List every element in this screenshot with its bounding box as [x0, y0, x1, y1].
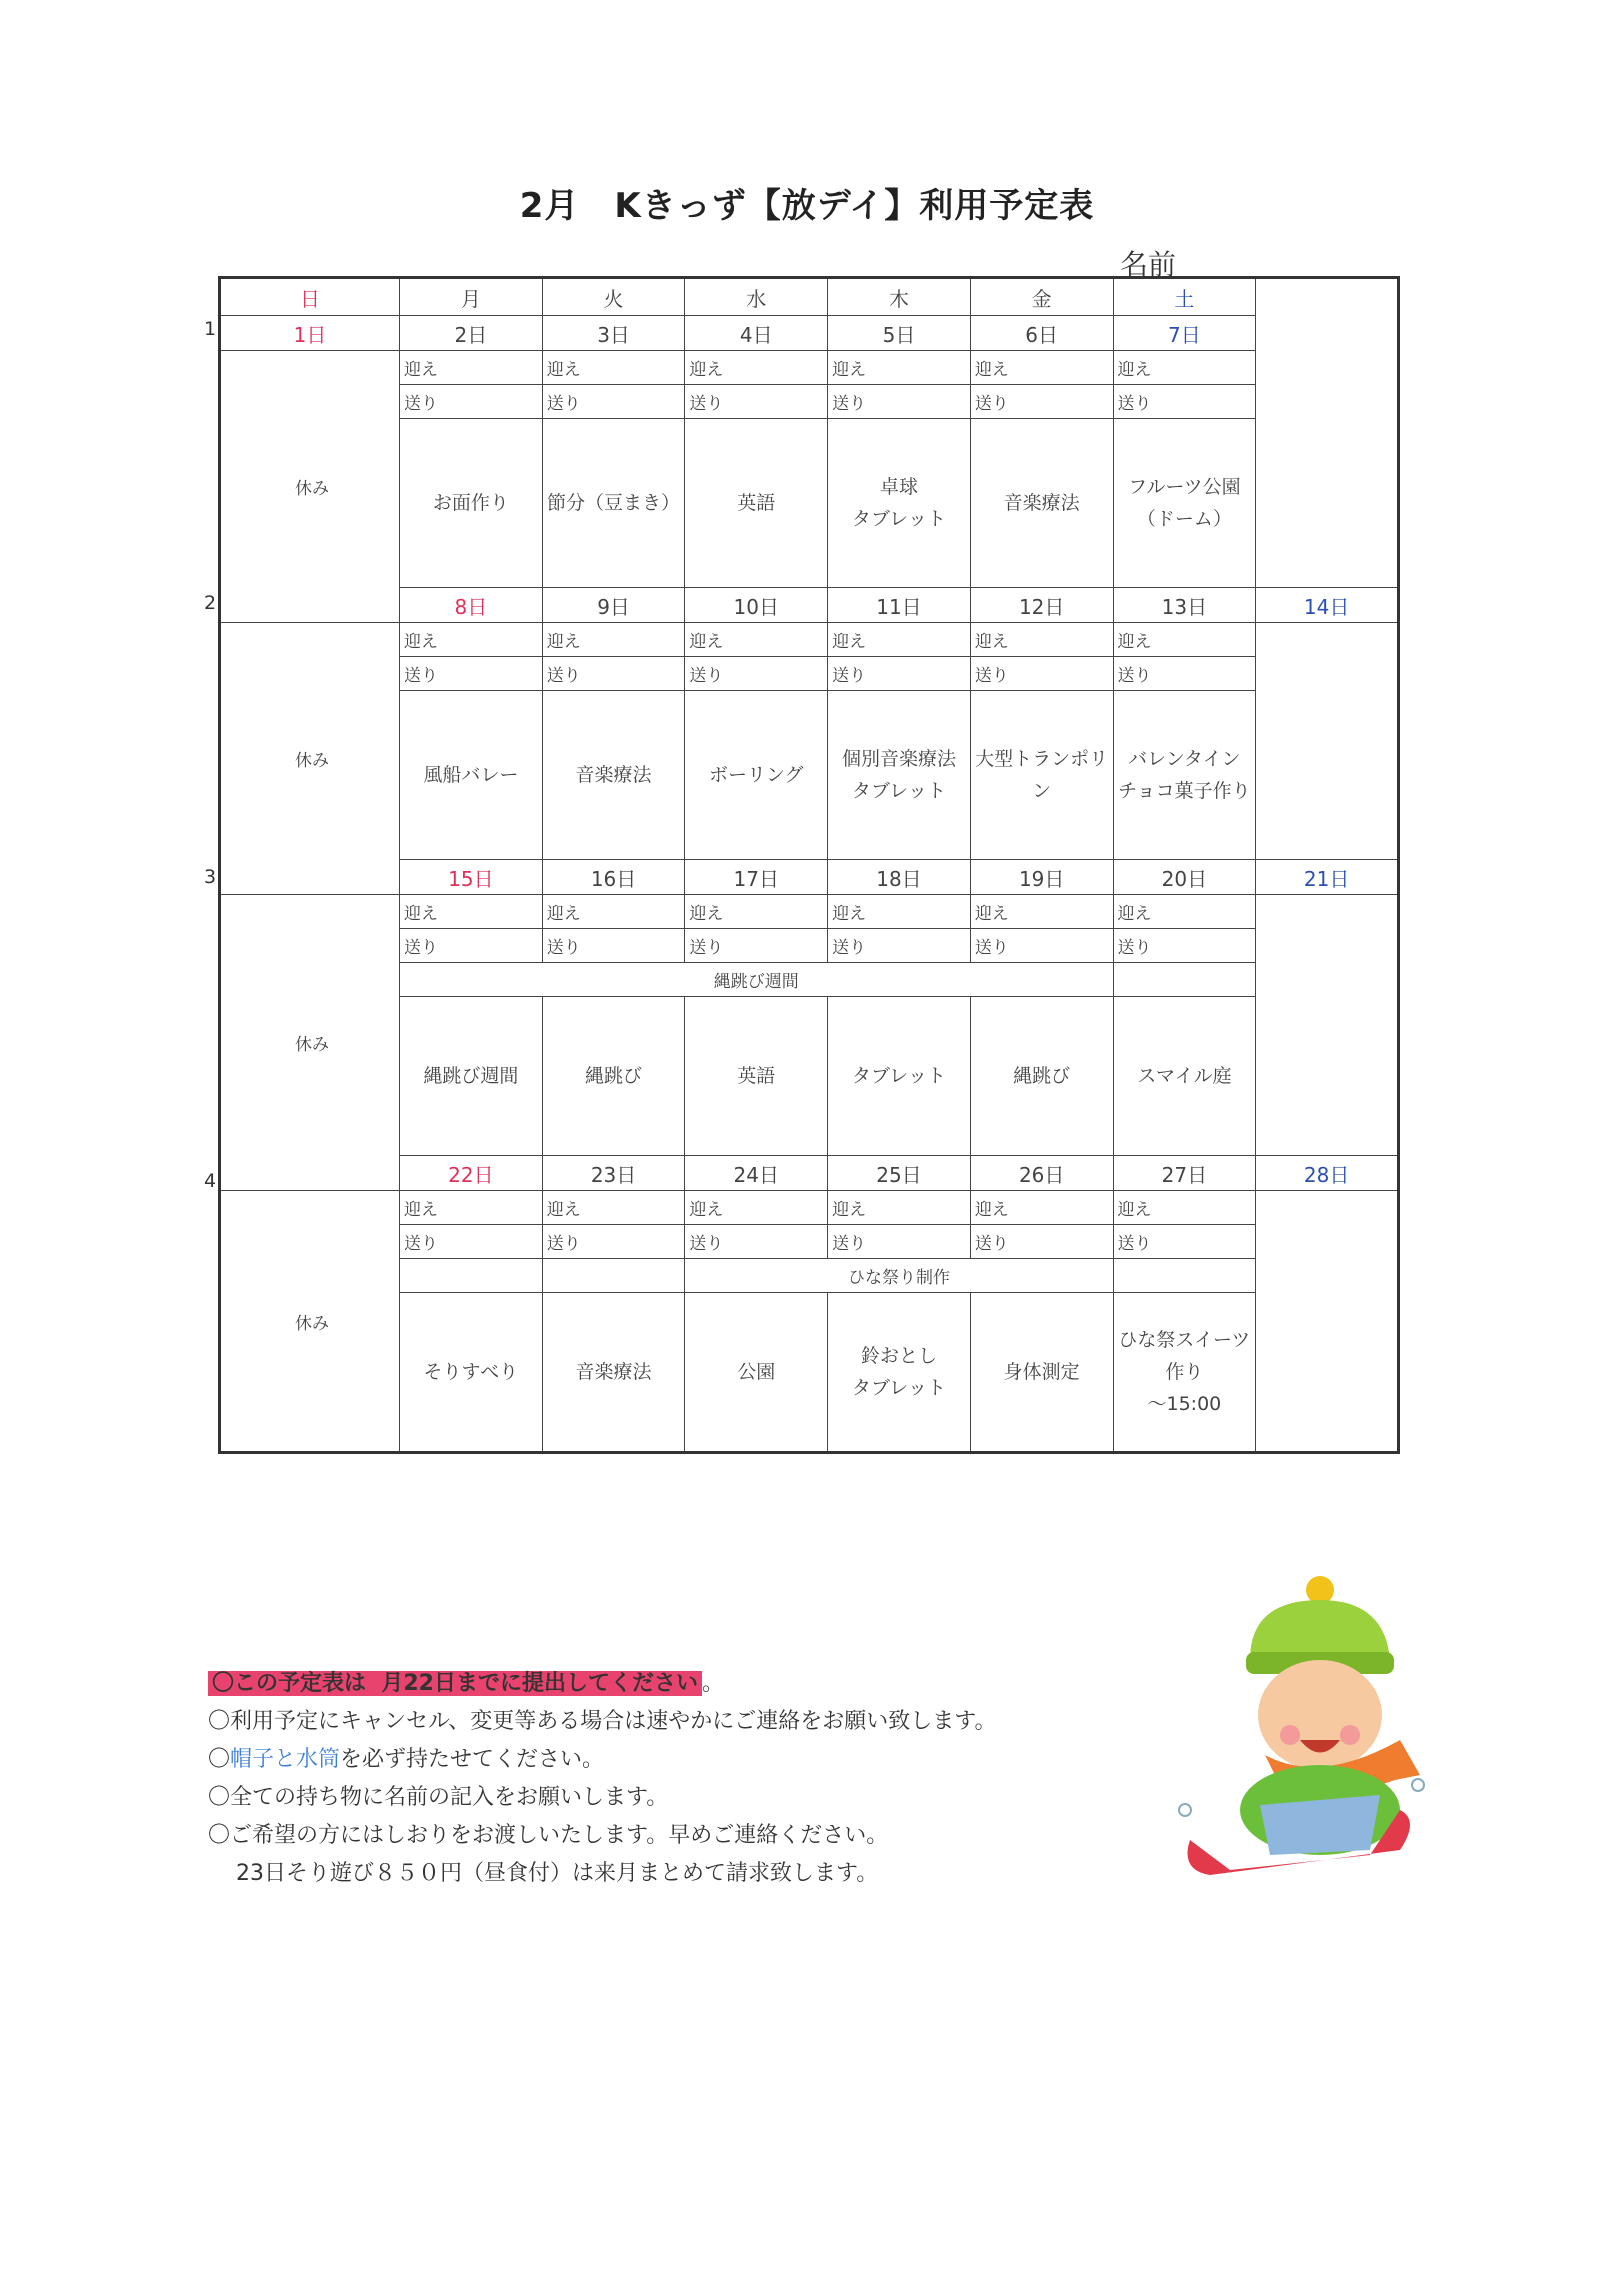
pickup-cell[interactable]: 迎え [828, 351, 971, 385]
activity-text: バレンタイン [1128, 748, 1241, 770]
date-cell: 7日 [1113, 316, 1256, 351]
dropoff-cell[interactable]: 送り [970, 1225, 1113, 1259]
date-cell: 15日 [400, 860, 543, 895]
date-cell: 9日 [542, 588, 685, 623]
dropoff-cell[interactable]: 送り [542, 385, 685, 419]
pickup-cell[interactable]: 迎え [970, 623, 1113, 657]
activity-text: 鈴おとし [860, 1345, 937, 1367]
pickup-cell[interactable]: 迎え [828, 623, 971, 657]
weekday-header: 木 [828, 278, 971, 316]
weekday-header: 水 [685, 278, 828, 316]
date-cell: 18日 [828, 860, 971, 895]
pickup-cell[interactable]: 迎え [970, 1191, 1113, 1225]
dropoff-cell[interactable]: 送り [828, 657, 971, 691]
schedule-table [218, 276, 1400, 1454]
activity-text: お面作り [432, 492, 509, 514]
pickup-cell[interactable]: 迎え [685, 1191, 828, 1225]
dropoff-cell[interactable]: 送り [400, 385, 543, 419]
date-cell: 23日 [542, 1156, 685, 1191]
activity-text: ～15:00 [1147, 1393, 1222, 1415]
activity-text: ボーリング [708, 764, 804, 786]
page-title: 2月 Kきっず【放デイ】利用予定表 [519, 186, 1095, 226]
activity-cell [828, 419, 971, 588]
activity-text: 卓球 [879, 476, 918, 498]
date-cell: 4日 [685, 316, 828, 351]
activity-text: 風船バレー [423, 764, 519, 786]
date-cell: 12日 [970, 588, 1113, 623]
date-cell: 16日 [542, 860, 685, 895]
pickup-cell[interactable]: 迎え [542, 895, 685, 929]
weekday-header: 日 [220, 278, 400, 316]
week-number: 1 [204, 318, 217, 340]
empty-cell [1113, 1259, 1256, 1293]
dropoff-cell[interactable]: 送り [970, 929, 1113, 963]
note-names: 〇全ての持ち物に名前の記入をお願いします。 [208, 1785, 669, 1810]
pickup-cell[interactable]: 迎え [1113, 1191, 1256, 1225]
pickup-cell[interactable]: 迎え [542, 351, 685, 385]
sunday-closed-cell: 休み [220, 895, 400, 1191]
activity-text: チョコ菓子作り [1118, 780, 1251, 802]
week-number: 4 [204, 1170, 217, 1192]
sledding-child-illustration [1170, 1570, 1430, 1900]
activity-cell [685, 1293, 828, 1453]
activity-text: タブレット [851, 508, 946, 530]
activity-text: 英語 [737, 492, 776, 514]
dropoff-cell[interactable]: 送り [400, 657, 543, 691]
date-cell: 20日 [1113, 860, 1256, 895]
notes [208, 1665, 996, 1893]
pickup-cell[interactable]: 迎え [400, 623, 543, 657]
note-deadline: 〇この予定表は1月22日までに提出してください 。 [208, 1665, 996, 1703]
activity-cell [400, 691, 543, 860]
dropoff-cell[interactable]: 送り [1113, 1225, 1256, 1259]
activity-cell [542, 691, 685, 860]
dropoff-cell[interactable]: 送り [828, 1225, 971, 1259]
dropoff-cell[interactable]: 送り [685, 929, 828, 963]
week-event-banner: 縄跳び週間 [400, 963, 1114, 997]
sunday-closed-cell: 休み [220, 623, 400, 895]
dropoff-cell[interactable]: 送り [970, 385, 1113, 419]
activity-text: 縄跳び週間 [423, 1065, 519, 1087]
activity-cell [970, 997, 1113, 1156]
activity-text: タブレット [851, 780, 946, 802]
week-number: 3 [204, 866, 217, 888]
pickup-row [220, 351, 1399, 385]
activity-cell [1113, 691, 1256, 860]
activity-cell [970, 1293, 1113, 1453]
activity-text: フルーツ公園 [1128, 476, 1241, 498]
date-cell: 27日 [1113, 1156, 1256, 1191]
activity-cell [685, 691, 828, 860]
activity-text: 身体測定 [1003, 1361, 1080, 1383]
activity-text: 英語 [737, 1065, 776, 1087]
dropoff-cell[interactable]: 送り [685, 657, 828, 691]
pickup-cell[interactable]: 迎え [685, 351, 828, 385]
dropoff-cell[interactable]: 送り [828, 929, 971, 963]
weekday-header-row [220, 278, 1399, 316]
empty-cell [400, 1259, 543, 1293]
pickup-row [220, 895, 1399, 929]
activity-cell [400, 1293, 543, 1453]
date-cell: 2日 [400, 316, 543, 351]
date-cell: 19日 [970, 860, 1113, 895]
date-cell: 21日 [1256, 860, 1399, 895]
date-cell: 22日 [400, 1156, 543, 1191]
activity-text: 音楽療法 [1003, 492, 1080, 514]
date-cell: 24日 [685, 1156, 828, 1191]
date-cell: 11日 [828, 588, 971, 623]
pickup-cell[interactable]: 迎え [1113, 895, 1256, 929]
activity-cell [1113, 997, 1256, 1156]
note-cancel: 〇利用予定にキャンセル、変更等ある場合は速やかにご連絡をお願い致します。 [208, 1709, 997, 1734]
weekday-header: 火 [542, 278, 685, 316]
activity-cell [542, 419, 685, 588]
name-label: 名前 [1120, 248, 1177, 281]
pickup-cell[interactable]: 迎え [400, 351, 543, 385]
pickup-cell[interactable]: 迎え [542, 623, 685, 657]
activity-text: 縄跳び [1013, 1065, 1071, 1087]
dropoff-cell[interactable]: 送り [542, 1225, 685, 1259]
pickup-cell[interactable]: 迎え [685, 623, 828, 657]
dropoff-cell[interactable]: 送り [1113, 385, 1256, 419]
activity-text: 個別音楽療法 [841, 748, 956, 770]
activity-text: 音楽療法 [575, 764, 652, 786]
pickup-cell[interactable]: 迎え [1113, 623, 1256, 657]
date-cell: 28日 [1256, 1156, 1399, 1191]
activity-text: ひな祭スイーツ作り [1118, 1329, 1251, 1383]
note-sledding-fee: 23日そり遊び８５０円（昼食付）は来月まとめて請求致します。 [236, 1861, 879, 1886]
activity-cell [1113, 419, 1256, 588]
activity-text: タブレット [851, 1377, 946, 1399]
weekday-header: 金 [970, 278, 1113, 316]
date-cell: 25日 [828, 1156, 971, 1191]
activity-text: タブレット [851, 1065, 946, 1087]
activity-cell [828, 691, 971, 860]
week-event-banner: ひな祭り制作 [685, 1259, 1113, 1293]
date-cell: 10日 [685, 588, 828, 623]
sunday-closed-cell: 休み [220, 351, 400, 623]
dropoff-cell[interactable]: 送り [685, 385, 828, 419]
pickup-row [220, 623, 1399, 657]
sunday-closed-cell: 休み [220, 1191, 400, 1453]
activity-cell [828, 997, 971, 1156]
date-row [220, 316, 1399, 351]
weekday-header: 土 [1113, 278, 1256, 316]
activity-cell [685, 997, 828, 1156]
note-guide: 〇ご希望の方にはしおりをお渡しいたします。早めご連絡ください。 [208, 1823, 889, 1848]
date-cell: 6日 [970, 316, 1113, 351]
date-cell: 5日 [828, 316, 971, 351]
date-cell: 1日 [220, 316, 400, 351]
pickup-cell[interactable]: 迎え [828, 1191, 971, 1225]
pickup-cell[interactable]: 迎え [970, 895, 1113, 929]
activity-text: 節分（豆まき） [547, 492, 681, 514]
dropoff-cell[interactable]: 送り [1113, 657, 1256, 691]
activity-text: 縄跳び [585, 1065, 643, 1087]
activity-cell [542, 1293, 685, 1453]
pickup-cell[interactable]: 迎え [400, 1191, 543, 1225]
dropoff-cell[interactable]: 送り [542, 657, 685, 691]
dropoff-cell[interactable]: 送り [685, 1225, 828, 1259]
dropoff-cell[interactable]: 送り [400, 929, 543, 963]
activity-cell [970, 691, 1113, 860]
pickup-cell[interactable]: 迎え [685, 895, 828, 929]
pickup-cell[interactable]: 迎え [542, 1191, 685, 1225]
activity-cell [400, 419, 543, 588]
activity-cell [400, 997, 543, 1156]
empty-cell [542, 1259, 685, 1293]
pickup-cell[interactable]: 迎え [828, 895, 971, 929]
date-cell: 17日 [685, 860, 828, 895]
week-number: 2 [204, 592, 217, 614]
activity-text: そりすべり [423, 1361, 519, 1383]
empty-cell [1113, 963, 1256, 997]
date-cell: 14日 [1256, 588, 1399, 623]
activity-cell [1113, 1293, 1256, 1453]
activity-text: （ドーム） [1136, 508, 1232, 530]
dropoff-cell[interactable]: 送り [400, 1225, 543, 1259]
date-cell: 3日 [542, 316, 685, 351]
weekday-header: 月 [400, 278, 543, 316]
date-cell: 8日 [400, 588, 543, 623]
dropoff-cell[interactable]: 送り [828, 385, 971, 419]
pickup-cell[interactable]: 迎え [1113, 351, 1256, 385]
dropoff-cell[interactable]: 送り [970, 657, 1113, 691]
dropoff-cell[interactable]: 送り [1113, 929, 1256, 963]
pickup-cell[interactable]: 迎え [970, 351, 1113, 385]
activity-text: スマイル庭 [1137, 1065, 1232, 1087]
note-hat-bottle: 〇帽子と水筒を必ず持たせてください。 [208, 1747, 605, 1772]
pickup-row [220, 1191, 1399, 1225]
activity-cell [542, 997, 685, 1156]
activity-text: 大型トランポリン [975, 748, 1109, 802]
activity-text: 音楽療法 [575, 1361, 652, 1383]
activity-text: 公園 [737, 1361, 776, 1383]
date-cell: 13日 [1113, 588, 1256, 623]
activity-cell [685, 419, 828, 588]
date-cell: 26日 [970, 1156, 1113, 1191]
dropoff-cell[interactable]: 送り [542, 929, 685, 963]
activity-cell [828, 1293, 971, 1453]
pickup-cell[interactable]: 迎え [400, 895, 543, 929]
activity-cell [970, 419, 1113, 588]
